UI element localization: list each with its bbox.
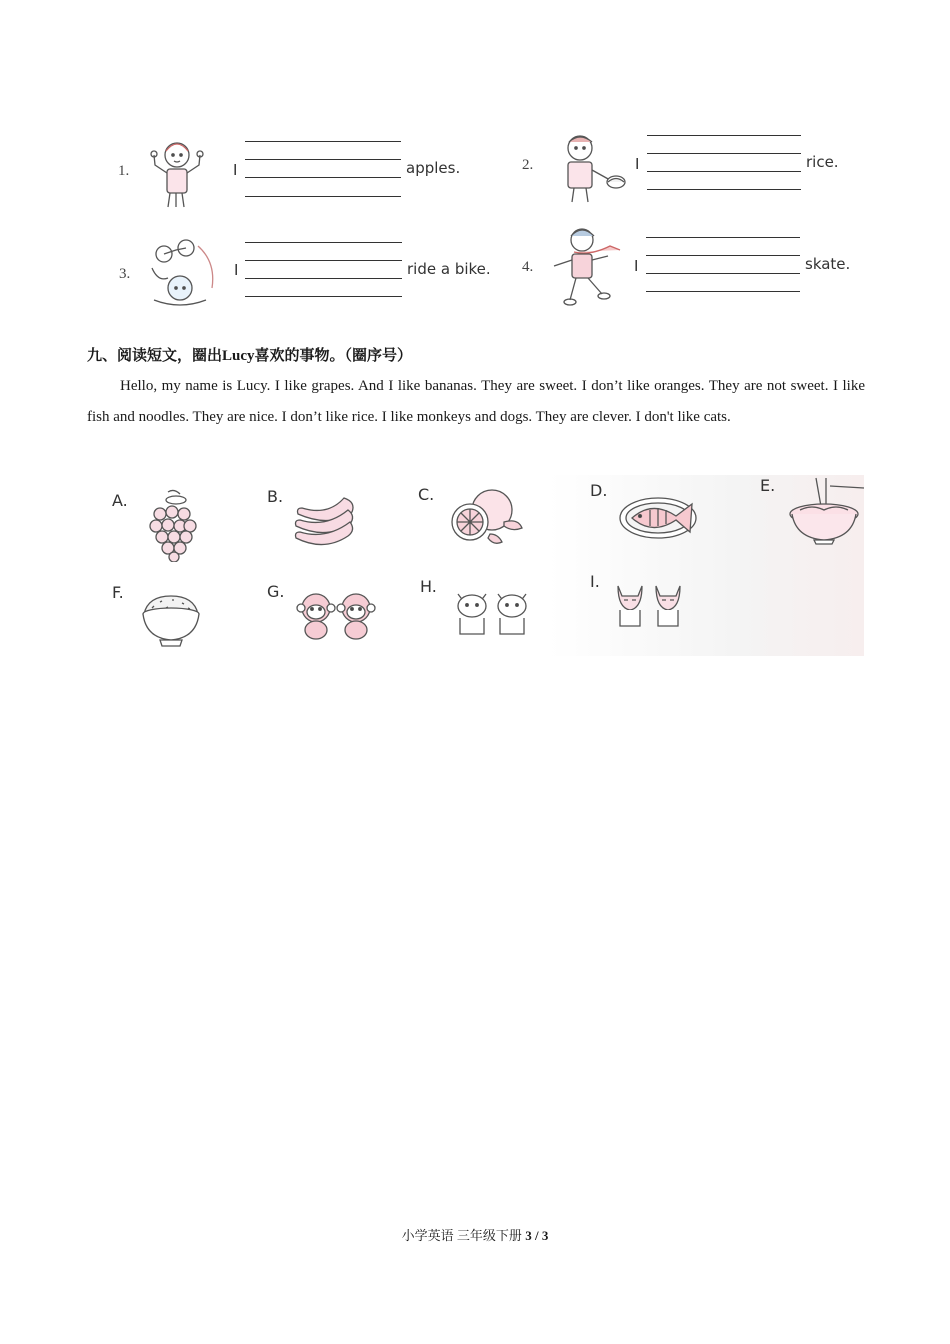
option-label: D. [590, 481, 608, 500]
answer-line[interactable] [647, 153, 801, 154]
answer-line[interactable] [245, 196, 401, 197]
dogs-icon [454, 588, 534, 638]
option-label: B. [267, 487, 284, 506]
passage-text: Hello, my name is Lucy. I like grapes. And I like bananas. They are sweet. I don’t like oranges. They are not sweet. I like fish and noodles. They are nice. I don’t like rice. I like monkeys and dogs. They are clever. I don't like cats. [87, 378, 865, 425]
answer-line[interactable] [647, 189, 801, 190]
answer-line[interactable] [647, 135, 801, 136]
option-label: F. [112, 583, 124, 602]
option-label: C. [418, 485, 435, 504]
option-label: E. [760, 476, 776, 495]
option-label: A. [112, 491, 128, 510]
option-label: H. [420, 577, 437, 596]
footer-page-number: 3 [525, 1228, 532, 1243]
sentence-ending: rice. [806, 153, 839, 171]
monkeys-icon [296, 590, 378, 642]
answer-line[interactable] [646, 273, 800, 274]
boy-skating-icon [548, 222, 628, 310]
option-label: G. [267, 582, 285, 601]
option-label: I. [590, 572, 600, 591]
oranges-icon [444, 486, 526, 548]
answer-line[interactable] [245, 242, 402, 243]
footer-separator: / [531, 1228, 542, 1243]
answer-line[interactable] [647, 171, 801, 172]
boy-with-rice-bowl-icon [552, 128, 632, 206]
answer-line[interactable] [245, 278, 402, 279]
answer-line[interactable] [245, 296, 402, 297]
footer-page-total: 3 [541, 1228, 549, 1243]
item-number: 2. [522, 157, 534, 173]
cats-icon [612, 582, 692, 632]
pronoun-text: I [234, 261, 239, 279]
sentence-ending: ride a bike. [407, 260, 491, 278]
item-number: 1. [118, 163, 130, 179]
boy-falling-off-bike-icon [146, 238, 222, 310]
girl-flexing-icon [146, 133, 208, 211]
answer-line[interactable] [646, 255, 800, 256]
answer-line[interactable] [646, 291, 800, 292]
sentence-ending: apples. [406, 159, 461, 177]
footer-subject: 小学英语 三年级下册 [401, 1228, 522, 1243]
rice-icon [138, 590, 204, 650]
answer-line[interactable] [646, 237, 800, 238]
item-number: 3. [119, 266, 131, 282]
answer-line[interactable] [245, 260, 402, 261]
page-footer [0, 1225, 950, 1244]
sentence-ending: skate. [805, 255, 851, 273]
reading-passage [87, 371, 865, 433]
pronoun-text: I [634, 257, 639, 275]
section-heading: 九、阅读短文，圈出Lucy喜欢的事物。（圈序号） [87, 348, 413, 364]
grapes-icon [146, 488, 200, 562]
noodles-icon [786, 476, 866, 546]
answer-line[interactable] [245, 177, 401, 178]
answer-line[interactable] [245, 159, 401, 160]
item-number: 4. [522, 259, 534, 275]
fish-icon [618, 488, 700, 542]
answer-line[interactable] [245, 141, 401, 142]
bananas-icon [290, 494, 360, 550]
pronoun-text: I [233, 161, 238, 179]
pronoun-text: I [635, 155, 640, 173]
